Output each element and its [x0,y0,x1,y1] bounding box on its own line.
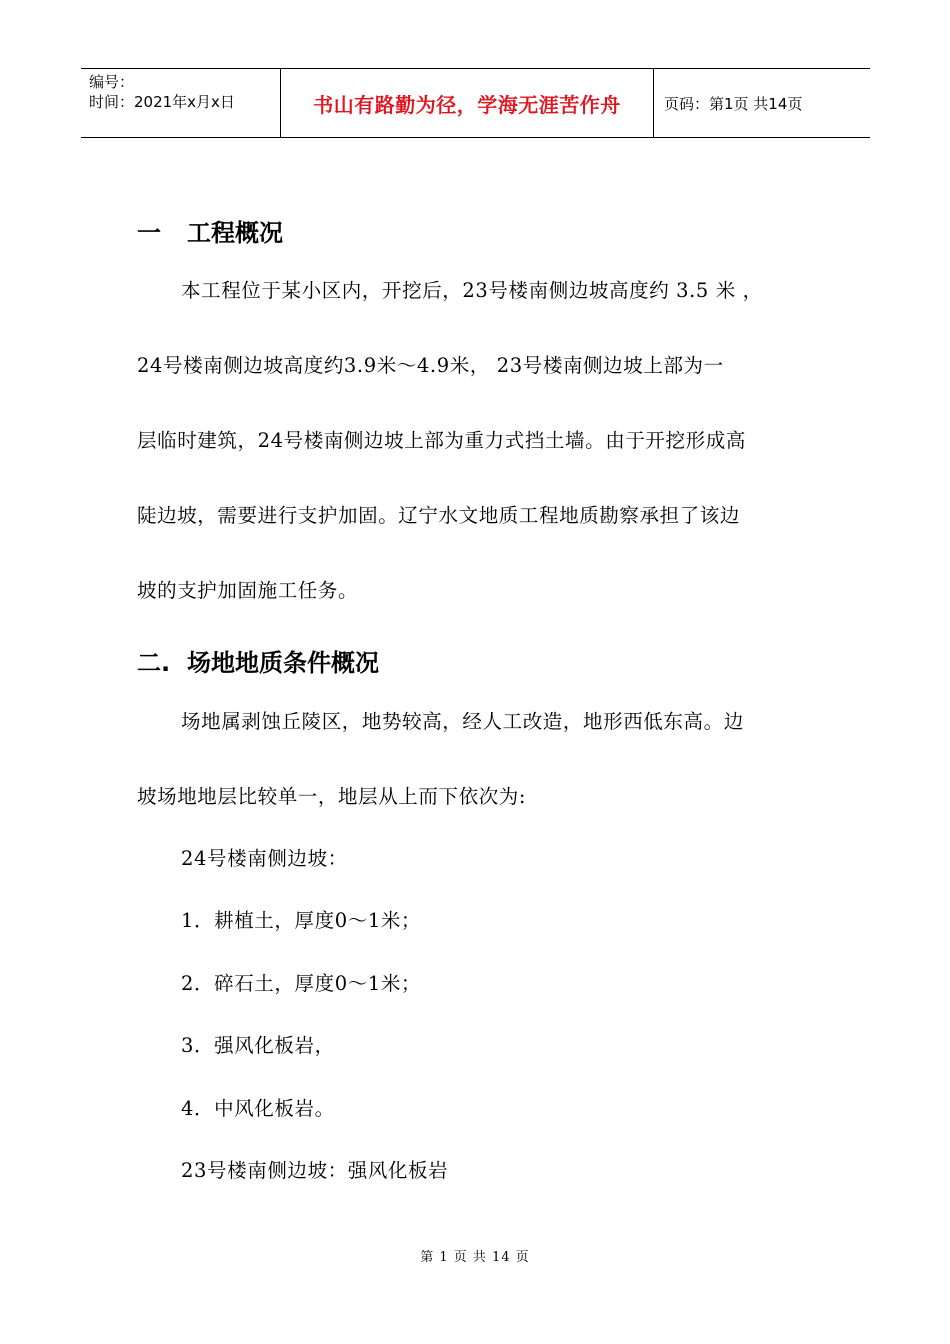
section-2-title: 场地地质条件概况 [187,649,379,677]
list-item: 4．中风化板岩。 [181,1097,335,1120]
section-1-number: 一 [137,219,161,247]
paragraph-line: 坡场地地层比较单一，地层从上而下依次为: [137,785,527,808]
serial-label: 编号： [89,73,135,91]
section-1-heading [137,213,283,248]
list-label: 24号楼南侧边坡： [181,847,348,870]
list-item: 3．强风化板岩， [181,1034,335,1057]
paragraph-line: 本工程位于某小区内，开挖后，23号楼南侧边坡高度约 3.5 米 ， [181,279,763,302]
section-2-number: 二. [137,649,171,677]
motto-text: 书山有路勤为径，学海无涯苦作舟 [313,92,621,117]
time-line: 时间：2021年x月x日 [89,93,235,111]
section-1-title: 工程概况 [187,219,283,247]
page-info-text: 页码：第1页 共14页 [664,94,803,113]
paragraph-line: 层临时建筑，24号楼南侧边坡上部为重力式挡土墙。由于开挖形成高 [137,429,746,452]
header-meta-cell [81,69,281,137]
page-footer: 第 1 页 共 14 页 [420,1250,530,1265]
list-label: 23号楼南侧边坡：强风化板岩 [181,1159,449,1182]
paragraph-line: 场地属剥蚀丘陵区，地势较高，经人工改造，地形西低东高。边 [181,710,744,733]
list-item: 1．耕植土，厚度0～1米； [181,909,422,932]
motto-cell [281,69,654,137]
paragraph-line: 24号楼南侧边坡高度约3.9米～4.9米， 23号楼南侧边坡上部为一 [137,354,724,377]
document-header [81,68,870,138]
page-info-cell [654,69,870,137]
section-2-heading [137,643,379,678]
paragraph-line: 陡边坡，需要进行支护加固。辽宁水文地质工程地质勘察承担了该边 [137,504,741,527]
paragraph-line: 坡的支护加固施工任务。 [137,579,359,602]
list-item: 2．碎石土，厚度0～1米； [181,972,422,995]
